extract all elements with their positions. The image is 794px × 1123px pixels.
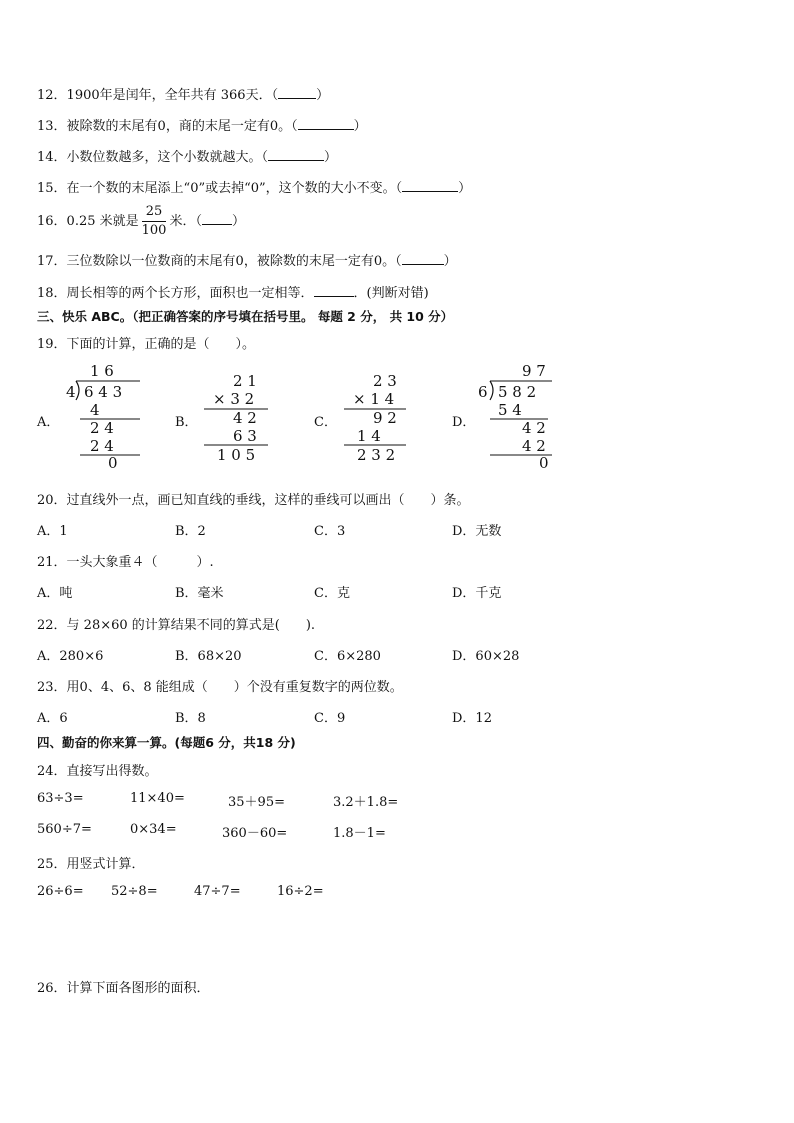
- q22-option-d[interactable]: D．60×28: [452, 649, 520, 664]
- q24-expr: 1.8－1=: [333, 826, 386, 841]
- option-a-label: A．: [37, 415, 60, 430]
- calc-d-divisor: 6: [478, 383, 488, 401]
- q25-expr: 16÷2=: [277, 884, 324, 899]
- q24-expr: 35＋95=: [228, 795, 285, 810]
- option-c-label: C．: [314, 415, 337, 430]
- calc-a-step2: 2 4: [90, 419, 114, 437]
- answer-blank[interactable]: [202, 212, 232, 225]
- question-14: 14．小数位数越多，这个小数就越大。（ ）: [37, 150, 338, 165]
- question-19: 19．下面的计算，正确的是（ ）。: [37, 337, 256, 352]
- q25-expr: 47÷7=: [194, 884, 241, 899]
- q24-expr: 11×40=: [130, 791, 185, 806]
- calc-b-multiplier: × 3 2: [213, 390, 255, 408]
- calc-c-multiplier: × 1 4: [353, 390, 395, 408]
- calc-a-remainder: 0: [108, 454, 118, 472]
- q21-option-d[interactable]: D．千克: [452, 586, 502, 601]
- q23-option-c[interactable]: C．9: [314, 711, 346, 726]
- q25-expr: 26÷6=: [37, 884, 84, 899]
- q24-expr: 360－60=: [222, 826, 288, 841]
- calc-b-partial2: 6 3: [233, 427, 257, 445]
- q24-expr: 3.2＋1.8=: [333, 795, 399, 810]
- q24-expr: 63÷3=: [37, 791, 84, 806]
- q25-expr: 52÷8=: [111, 884, 158, 899]
- calc-b-multiplication: [200, 372, 280, 467]
- answer-blank[interactable]: [402, 179, 458, 192]
- option-d-label: D．: [452, 415, 476, 430]
- question-25: 25．用竖式计算．: [37, 857, 145, 872]
- calc-d-step3: 4 2: [522, 437, 546, 455]
- question-23: 23．用0、4、6、8 能组成（ ）个没有重复数字的两位数。: [37, 680, 403, 695]
- answer-blank[interactable]: [314, 284, 354, 297]
- question-17: 17．三位数除以一位数商的末尾有0，被除数的末尾一定有0。（ ）: [37, 254, 457, 269]
- q22-option-a[interactable]: A．280×6: [37, 649, 104, 664]
- q21-option-a[interactable]: A．吨: [37, 586, 73, 601]
- answer-blank[interactable]: [402, 252, 444, 265]
- calc-a-dividend: 6 4 3: [84, 383, 123, 401]
- q21-option-b[interactable]: B．毫米: [175, 586, 224, 601]
- answer-blank[interactable]: [268, 148, 324, 161]
- q23-option-a[interactable]: A．6: [37, 711, 68, 726]
- calc-d-long-division: [476, 362, 556, 472]
- calc-d-dividend: 5 8 2: [498, 383, 537, 401]
- q21-option-c[interactable]: C．克: [314, 586, 350, 601]
- question-26: 26．计算下面各图形的面积．: [37, 981, 210, 996]
- calc-b-svg: [200, 372, 280, 467]
- q22-option-c[interactable]: C．6×280: [314, 649, 381, 664]
- q23-option-d[interactable]: D．12: [452, 711, 492, 726]
- q24-expr: 0×34=: [130, 822, 177, 837]
- calc-d-step1: 5 4: [498, 401, 522, 419]
- question-22: 22．与 28×60 的计算结果不同的算式是( ).: [37, 618, 316, 633]
- option-b-label: B．: [175, 415, 198, 430]
- calc-d-svg: [476, 362, 556, 472]
- calc-d-step2: 4 2: [522, 419, 546, 437]
- calc-a-quotient: 1 6: [90, 362, 114, 380]
- calc-d-remainder: 0: [539, 454, 549, 472]
- q24-expr: 560÷7=: [37, 822, 92, 837]
- calc-c-partial1: 9 2: [373, 409, 397, 427]
- section-3-heading: 三、快乐 ABC。（把正确答案的序号填在括号里。 每题 2 分， 共 10 分）: [37, 309, 454, 324]
- calc-a-divisor: 4: [66, 383, 76, 401]
- calc-c-svg: [340, 372, 420, 467]
- q20-option-c[interactable]: C．3: [314, 524, 346, 539]
- question-16: 16．0.25 米就是 $\frac{25}{100}$ 米．（ ）: [37, 204, 245, 238]
- calc-c-result: 2 3 2: [357, 446, 396, 464]
- q22-option-b[interactable]: B．68×20: [175, 649, 242, 664]
- fraction: $\frac{25}{100}$: [141, 204, 167, 238]
- question-12: 12．1900年是闰年，全年共有 366天．（ ）: [37, 88, 330, 103]
- q20-option-a[interactable]: A．1: [37, 524, 68, 539]
- q20-option-d[interactable]: D．无数: [452, 524, 502, 539]
- question-21: 21．一头大象重４（ ）.: [37, 555, 214, 570]
- calc-a-step3: 2 4: [90, 437, 114, 455]
- calc-a-svg: [64, 362, 144, 472]
- calc-a-step1: 4: [90, 401, 100, 419]
- calc-a-long-division: [64, 362, 144, 472]
- calc-c-top: 2 3: [373, 372, 397, 390]
- question-24: 24．直接写出得数。: [37, 764, 158, 779]
- question-13: 13．被除数的末尾有0，商的末尾一定有0。（ ）: [37, 119, 367, 134]
- q20-option-b[interactable]: B．2: [175, 524, 206, 539]
- calc-c-multiplication: [340, 372, 420, 467]
- q23-option-b[interactable]: B．8: [175, 711, 206, 726]
- answer-blank[interactable]: [278, 86, 316, 99]
- calc-b-top: 2 1: [233, 372, 257, 390]
- section-4-heading: 四、勤奋的你来算一算。(每题6 分，共18 分): [37, 735, 296, 750]
- question-20: 20．过直线外一点，画已知直线的垂线，这样的垂线可以画出（ ）条。: [37, 493, 470, 508]
- answer-blank[interactable]: [298, 117, 354, 130]
- calc-d-quotient: 9 7: [522, 362, 546, 380]
- calc-b-partial1: 4 2: [233, 409, 257, 427]
- calc-b-result: 1 0 5: [217, 446, 256, 464]
- calc-c-partial2: 1 4: [357, 427, 381, 445]
- question-18: 18．周长相等的两个长方形，面积也一定相等． ．(判断对错): [37, 286, 429, 301]
- question-15: 15．在一个数的末尾添上“0”或去掉“0”，这个数的大小不变。（ ）: [37, 181, 472, 196]
